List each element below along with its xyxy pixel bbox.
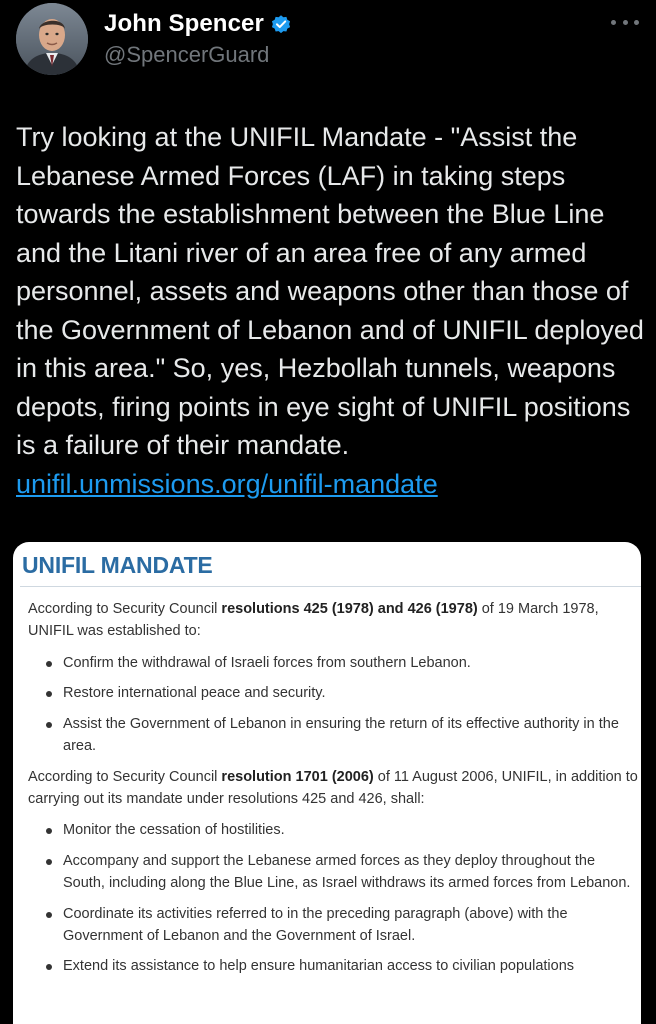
author-handle[interactable]: @SpencerGuard bbox=[104, 42, 270, 67]
tweet-text bbox=[16, 118, 644, 503]
intro-1-post: of 19 March 1978, UNIFIL was established to: bbox=[28, 601, 599, 639]
verified-badge-icon bbox=[270, 13, 292, 35]
more-options-icon[interactable] bbox=[611, 12, 639, 32]
list-item: Extend its assistance to help ensure humanitarian access to civilian populations bbox=[28, 956, 638, 978]
dot bbox=[623, 20, 628, 25]
link-preview-card[interactable] bbox=[13, 542, 641, 1024]
list-item: Accompany and support the Lebanese armed forces as they deploy throughout the South, including along the Blue Line, as Israel withdraws its armed forces from Lebanon. bbox=[28, 851, 638, 895]
card-body bbox=[28, 599, 638, 987]
intro-2-post: of 11 August 2006, UNIFIL, in addition to carrying out its mandate under resolutions 425 and 426, shall: bbox=[28, 768, 638, 807]
dot bbox=[634, 20, 639, 25]
author-display-name[interactable]: John Spencer bbox=[104, 10, 264, 37]
card-intro-2 bbox=[28, 767, 638, 811]
author-name-row bbox=[104, 8, 292, 40]
mandate-list-1 bbox=[28, 653, 638, 758]
list-item: Confirm the withdrawal of Israeli forces from southern Lebanon. bbox=[28, 653, 638, 675]
intro-2-pre: According to Security Council bbox=[28, 768, 222, 785]
avatar[interactable] bbox=[16, 3, 88, 75]
intro-2-bold: resolution 1701 (2006) bbox=[221, 768, 374, 785]
card-intro-1 bbox=[28, 599, 638, 643]
list-item: Restore international peace and security. bbox=[28, 683, 638, 705]
tweet-body: Try looking at the UNIFIL Mandate - "Assist the Lebanese Armed Forces (LAF) in taking steps towards the establishment between the Blue Line and the Litani river of an area free of any armed personnel, assets and weapons other than those of the Government of Lebanon and of UNIFIL deployed in this area." So, yes, Hezbollah tunnels, weapons depots, firing points in eye sight of UNIFIL positions is a failure of their mandate. bbox=[16, 122, 644, 460]
list-item: Coordinate its activities referred to in the preceding paragraph (above) with the Government of Lebanon and the Government of Israel. bbox=[28, 904, 638, 948]
card-title: UNIFIL MANDATE bbox=[22, 552, 213, 578]
list-item: Assist the Government of Lebanon in ensuring the return of its effective authority in the area. bbox=[28, 714, 638, 758]
card-divider bbox=[20, 586, 641, 587]
dot bbox=[611, 20, 616, 25]
list-item: Monitor the cessation of hostilities. bbox=[28, 820, 638, 842]
mandate-list-2 bbox=[28, 820, 638, 978]
profile-photo-icon bbox=[16, 3, 88, 75]
intro-1-bold: resolutions 425 (1978) and 426 (1978) bbox=[221, 601, 478, 617]
tweet-link[interactable]: unifil.unmissions.org/unifil-mandate bbox=[16, 468, 438, 499]
intro-1-pre: According to Security Council bbox=[28, 601, 222, 617]
